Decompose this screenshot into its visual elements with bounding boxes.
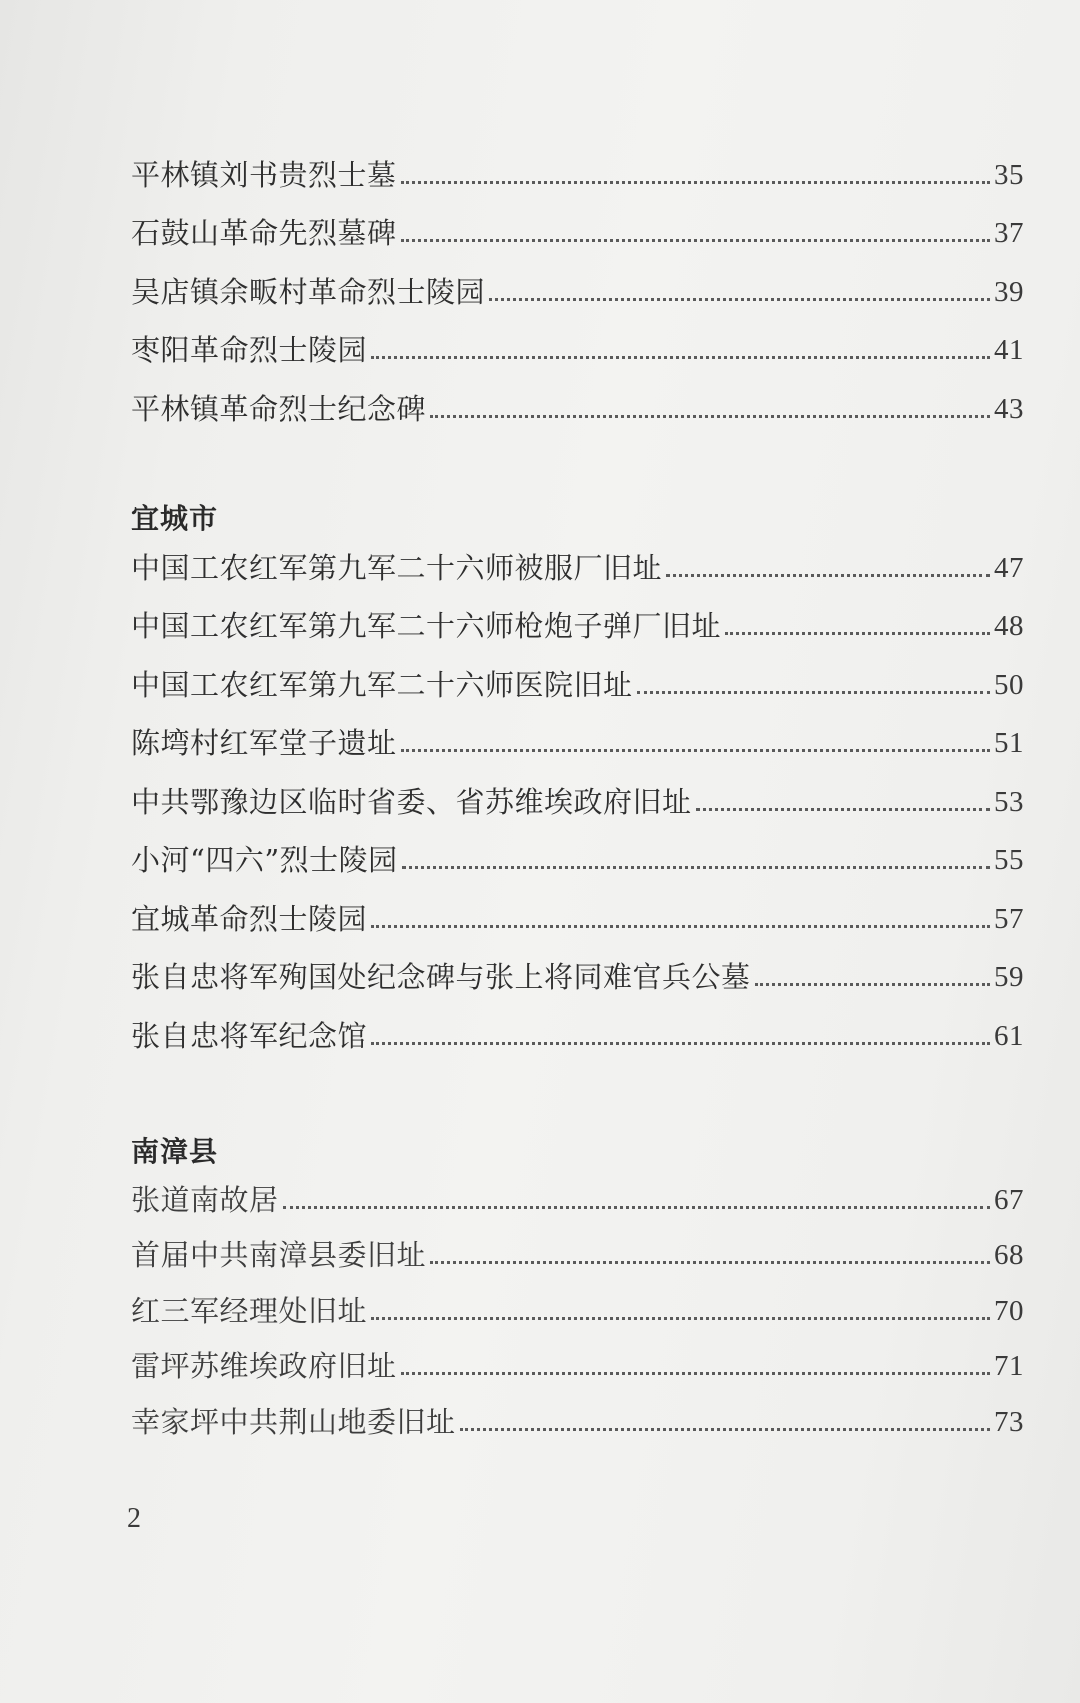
toc-entry-title: 平林镇革命烈士纪念碑 — [131, 391, 427, 426]
footer-page-number: 2 — [127, 1503, 141, 1534]
dot-leader — [637, 691, 990, 694]
dot-leader — [401, 239, 990, 242]
toc-entry — [131, 1329, 1024, 1385]
toc-entry-title: 雷坪苏维埃政府旧址 — [131, 1349, 397, 1383]
toc-entry — [131, 368, 1024, 427]
toc-entry-title: 平林镇刘书贵烈士墓 — [131, 157, 397, 192]
toc-entry — [131, 310, 1024, 369]
toc-entry — [131, 703, 1024, 762]
toc-entry — [131, 586, 1024, 645]
toc-entry-title: 幸家坪中共荆山地委旧址 — [131, 1404, 456, 1439]
toc-entry-title: 吴店镇余畈村革命烈士陵园 — [131, 274, 486, 309]
dot-leader — [371, 1042, 990, 1045]
dot-leader — [371, 925, 990, 928]
dot-leader — [401, 1372, 990, 1375]
toc-entry-page: 68 — [994, 1239, 1024, 1271]
toc-entry-title: 张自忠将军殉国处纪念碑与张上将同难官兵公墓 — [131, 960, 751, 994]
toc-entry-page: 43 — [994, 392, 1024, 425]
toc-entry-page: 39 — [994, 275, 1024, 308]
toc-entry — [131, 1273, 1024, 1329]
dot-leader — [489, 298, 990, 301]
toc-entry — [131, 193, 1024, 252]
toc-entry-page: 55 — [994, 844, 1024, 876]
toc-entry-title: 张道南故居 — [131, 1182, 279, 1217]
dot-leader — [283, 1206, 990, 1209]
toc-entry-title: 小河“四六”烈士陵园 — [131, 843, 398, 877]
dot-leader — [401, 749, 990, 752]
toc-entry-title: 中国工农红军第九军二十六师枪炮子弹厂旧址 — [131, 609, 722, 643]
toc-entry-page: 47 — [994, 551, 1024, 584]
toc-entry-page: 48 — [994, 610, 1024, 642]
toc-entry — [131, 1162, 1024, 1218]
toc-entry-title: 首届中共南漳县委旧址 — [131, 1238, 427, 1272]
toc-entry — [131, 251, 1024, 310]
toc-entry — [131, 820, 1024, 879]
toc-entry — [131, 1384, 1024, 1440]
section-heading-nanzhang: 南漳县 — [131, 1135, 219, 1168]
dot-leader — [460, 1428, 990, 1431]
toc-entry-title: 宜城革命烈士陵园 — [131, 901, 368, 936]
toc-entry-page: 53 — [994, 785, 1024, 818]
toc-section-yicheng — [131, 527, 1024, 1054]
toc-entry-title: 陈塆村红军堂子遗址 — [131, 726, 397, 760]
dot-leader — [371, 356, 990, 359]
toc-entry-page: 73 — [994, 1405, 1024, 1438]
toc-entry-page: 35 — [994, 158, 1024, 191]
dot-leader — [666, 574, 990, 577]
toc-entry-title: 中国工农红军第九军二十六师医院旧址 — [131, 667, 633, 702]
toc-entry-page: 41 — [994, 334, 1024, 366]
toc-entry-page: 50 — [994, 668, 1024, 701]
toc-entry-title: 中共鄂豫边区临时省委、省苏维埃政府旧址 — [131, 784, 692, 819]
toc-entry — [131, 527, 1024, 586]
toc-entry-page: 37 — [994, 217, 1024, 249]
dot-leader — [401, 181, 990, 184]
toc-entry — [131, 995, 1024, 1054]
toc-entry-title: 张自忠将军纪念馆 — [131, 1018, 368, 1053]
toc-entry-page: 71 — [994, 1350, 1024, 1382]
toc-entry-page: 61 — [994, 1019, 1024, 1052]
toc-entry-page: 70 — [994, 1294, 1024, 1327]
toc-entry-title: 石鼓山革命先烈墓碑 — [131, 216, 397, 250]
toc-entry — [131, 1218, 1024, 1274]
dot-leader — [402, 866, 990, 869]
toc-entry-title: 枣阳革命烈士陵园 — [131, 333, 368, 367]
toc-entry-title: 中国工农红军第九军二十六师被服厂旧址 — [131, 550, 663, 585]
toc-entry-page: 57 — [994, 902, 1024, 935]
toc-entry — [131, 134, 1024, 193]
toc-entry — [131, 937, 1024, 996]
dot-leader — [725, 632, 990, 635]
toc-entry-page: 59 — [994, 961, 1024, 993]
dot-leader — [430, 415, 990, 418]
dot-leader — [755, 983, 990, 986]
toc-entry-page: 67 — [994, 1183, 1024, 1216]
toc-entry — [131, 644, 1024, 703]
dot-leader — [430, 1261, 990, 1264]
dot-leader — [371, 1317, 990, 1320]
toc-section-nanzhang — [131, 1162, 1024, 1440]
toc-entry-page: 51 — [994, 727, 1024, 759]
toc-entry — [131, 878, 1024, 937]
section-heading-yicheng: 宜城市 — [131, 502, 219, 535]
toc-entry — [131, 761, 1024, 820]
toc-entry-title: 红三军经理处旧址 — [131, 1293, 368, 1328]
toc-section-continued — [131, 134, 1024, 427]
dot-leader — [696, 808, 990, 811]
